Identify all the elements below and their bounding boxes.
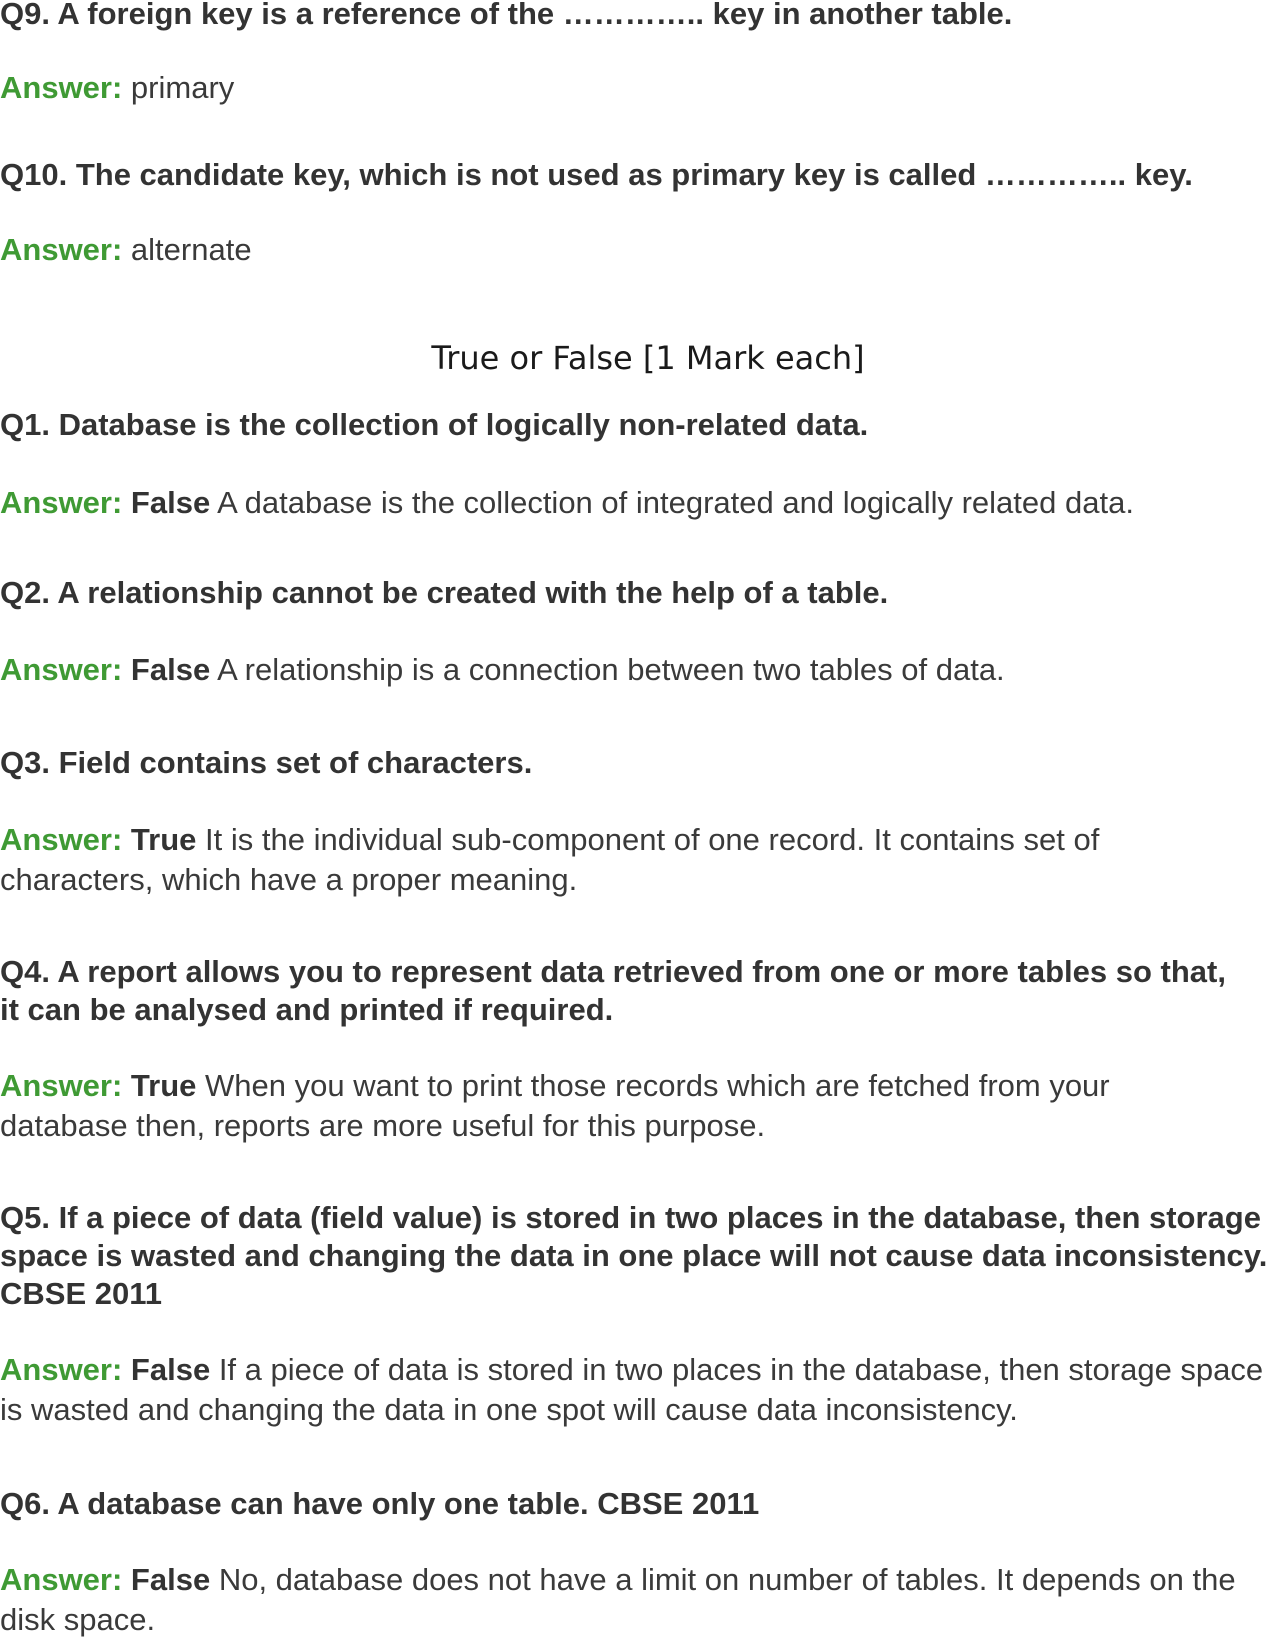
answer-explanation: It is the individual sub-component of one record. It contains set of characters, which have a proper meaning.: [0, 822, 1100, 897]
answer-verdict: True: [122, 822, 197, 857]
question-tf-q6: Q6. A database can have only one table. CBSE 2011: [0, 1486, 760, 1521]
answer-label: Answer:: [0, 232, 123, 267]
question-tf-q2: Q2. A relationship cannot be created with the help of a table.: [0, 575, 889, 610]
answer-tf-q5: [0, 1350, 1276, 1430]
answer-tf-q3: [0, 820, 1196, 900]
question-tf-q1: Q1. Database is the collection of logically non-related data.: [0, 407, 869, 442]
answer-verdict: False: [122, 1352, 211, 1387]
answer-label: Answer:: [0, 822, 123, 857]
answer-explanation: A database is the collection of integrated and logically related data.: [210, 485, 1134, 520]
question-tf-q5: Q5. If a piece of data (field value) is stored in two places in the database, then storage space is wasted and changing the data in one place will not cause data inconsistency. CBSE 2011: [0, 1200, 1268, 1311]
answer-explanation: When you want to print those records which are fetched from your database then, reports are more useful for this purpose.: [0, 1068, 1110, 1143]
answer-label: Answer:: [0, 1068, 123, 1103]
answer-q9: [0, 68, 1286, 108]
answer-label: Answer:: [0, 1352, 123, 1387]
answer-text: primary: [122, 70, 235, 105]
question-q10: Q10. The candidate key, which is not used as primary key is called ………….. key.: [0, 157, 1193, 192]
answer-verdict: False: [122, 652, 211, 687]
question-tf-q3: Q3. Field contains set of characters.: [0, 745, 533, 780]
answer-tf-q2: [0, 650, 1286, 690]
answer-label: Answer:: [0, 1562, 123, 1597]
question-q9: Q9. A foreign key is a reference of the ………….. key in another table.: [0, 0, 1013, 31]
answer-verdict: True: [122, 1068, 197, 1103]
answer-explanation: If a piece of data is stored in two places in the database, then storage space is wasted and changing the data in one spot will cause data inconsistency.: [0, 1352, 1264, 1427]
question-tf-q4: Q4. A report allows you to represent data retrieved from one or more tables so that, it can be analysed and printed if required.: [0, 954, 1226, 1027]
answer-tf-q4: [0, 1066, 1210, 1146]
answer-tf-q6: [0, 1560, 1286, 1640]
section-title: True or False [1 Mark each]: [431, 339, 865, 377]
answer-verdict: False: [122, 1562, 211, 1597]
answer-q10: [0, 230, 1286, 270]
answer-verdict: False: [122, 485, 211, 520]
answer-text: alternate: [122, 232, 252, 267]
answer-label: Answer:: [0, 652, 123, 687]
answer-label: Answer:: [0, 485, 123, 520]
answer-tf-q1: [0, 483, 1286, 523]
answer-explanation: A relationship is a connection between two tables of data.: [210, 652, 1005, 687]
answer-explanation: No, database does not have a limit on number of tables. It depends on the disk space.: [0, 1562, 1236, 1637]
answer-label: Answer:: [0, 70, 123, 105]
